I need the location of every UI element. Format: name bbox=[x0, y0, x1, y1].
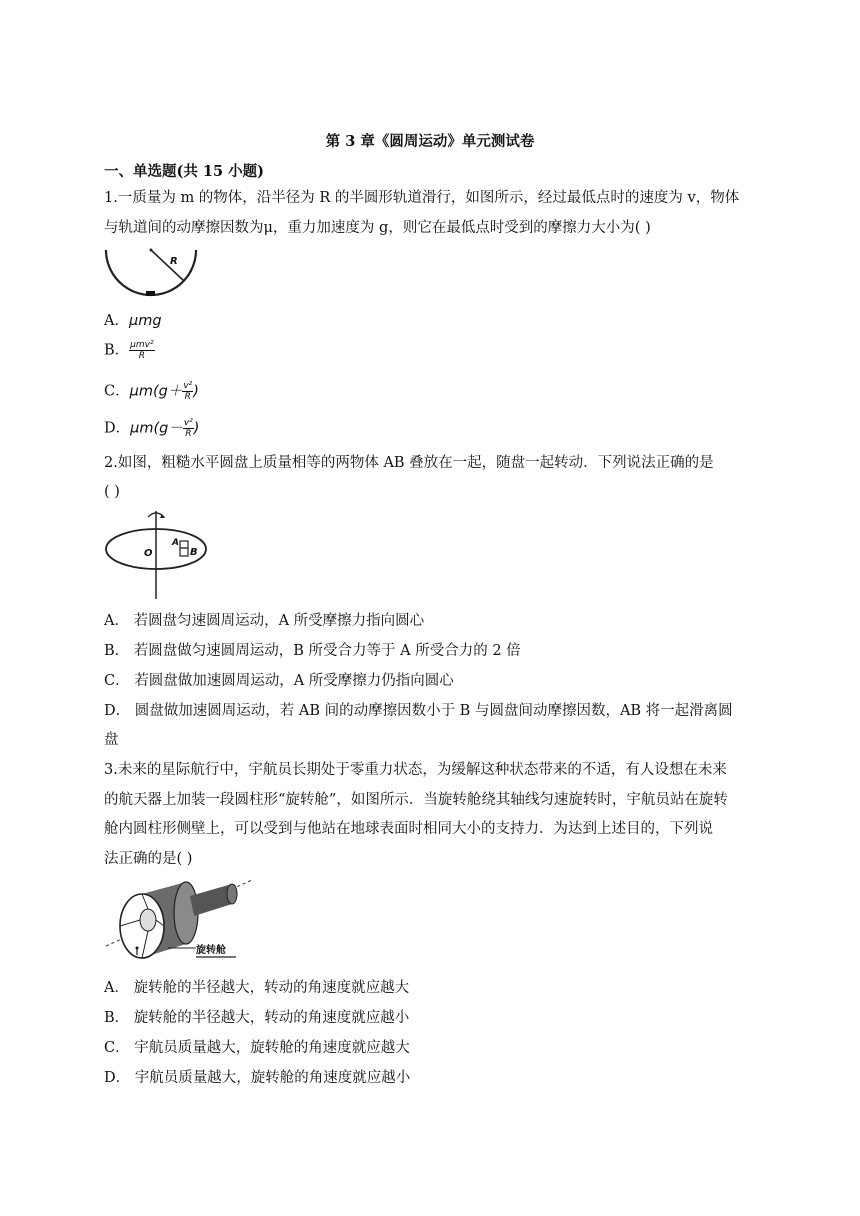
q3-cabin-label: 旋转舱 bbox=[196, 945, 226, 956]
q3-stem-line3: 舱内圆柱形侧壁上，可以受到与他站在地球表面时相同大小的支持力．为达到上述目的，下列说 bbox=[104, 821, 713, 837]
q1-semicircle-figure bbox=[104, 248, 198, 300]
q2-option-d: D． 圆盘做加速圆周运动，若 AB 间的动摩擦因数小于 B 与圆盘间动摩擦因数，AB 将一起滑离圆 bbox=[104, 703, 733, 719]
page-title: 第 3 章《圆周运动》单元测试卷 bbox=[325, 133, 535, 150]
q2-option-d-cont: 盘 bbox=[104, 732, 119, 748]
q3-option-c: C． 宇航员质量越大，旋转舱的角速度就应越大 bbox=[104, 1040, 410, 1056]
q2-stem-line2: ( ) bbox=[104, 484, 120, 500]
section-heading: 一、单选题(共 15 小题) bbox=[104, 163, 264, 180]
q1-option-b: B． $\frac{\text{μmv²}}{R}$ bbox=[104, 340, 154, 361]
q3-option-a: A． 旋转舱的半径越大，转动的角速度就应越大 bbox=[104, 980, 410, 996]
q2-label-o: O bbox=[144, 548, 153, 559]
q1-option-d: D．μm(g－ $\frac{\text{v²}}{R}$ ) bbox=[104, 418, 200, 439]
q1-radius-label: R bbox=[170, 256, 178, 267]
q2-option-c: C． 若圆盘做加速圆周运动，A 所受摩擦力仍指向圆心 bbox=[104, 673, 454, 689]
q3-stem-line1: 3.未来的星际航行中，宇航员长期处于零重力状态，为缓解这种状态带来的不适，有人设想在未来 bbox=[104, 762, 727, 778]
q2-stem-line1: 2.如图，粗糙水平圆盘上质量相等的两物体 AB 叠放在一起，随盘一起转动．下列说法正确的是 bbox=[104, 455, 714, 471]
q1-stem-line1: 1.一质量为 m 的物体，沿半径为 R 的半圆形轨道滑行，如图所示，经过最低点时的速度为 v，物体 bbox=[104, 190, 740, 206]
q3-option-d: D． 宇航员质量越大，旋转舱的角速度就应越小 bbox=[104, 1070, 411, 1086]
q3-stem-line4: 法正确的是( ) bbox=[104, 851, 193, 867]
q2-label-a: A bbox=[172, 538, 179, 548]
q1-option-c: C．μm(g＋ $\frac{\text{v²}}{R}$ ) bbox=[104, 381, 199, 402]
q2-option-a: A． 若圆盘匀速圆周运动，A 所受摩擦力指向圆心 bbox=[104, 613, 425, 629]
q3-option-b: B． 旋转舱的半径越大，转动的角速度就应越小 bbox=[104, 1010, 410, 1026]
q1-stem-line2: 与轨道间的动摩擦因数为μ，重力加速度为 g，则它在最低点时受到的摩擦力大小为( ) bbox=[104, 220, 651, 236]
q1-option-a: A．μmg bbox=[104, 313, 162, 329]
q2-disk-figure bbox=[104, 505, 214, 601]
q3-rotating-cabin-figure bbox=[104, 874, 256, 970]
q3-stem-line2: 的航天器上加装一段圆柱形“旋转舱”，如图所示．当旋转舱绕其轴线匀速旋转时，宇航员站在旋转 bbox=[104, 792, 728, 808]
q2-label-b: B bbox=[190, 547, 198, 558]
q2-option-b: B． 若圆盘做匀速圆周运动，B 所受合力等于 A 所受合力的 2 倍 bbox=[104, 643, 521, 659]
